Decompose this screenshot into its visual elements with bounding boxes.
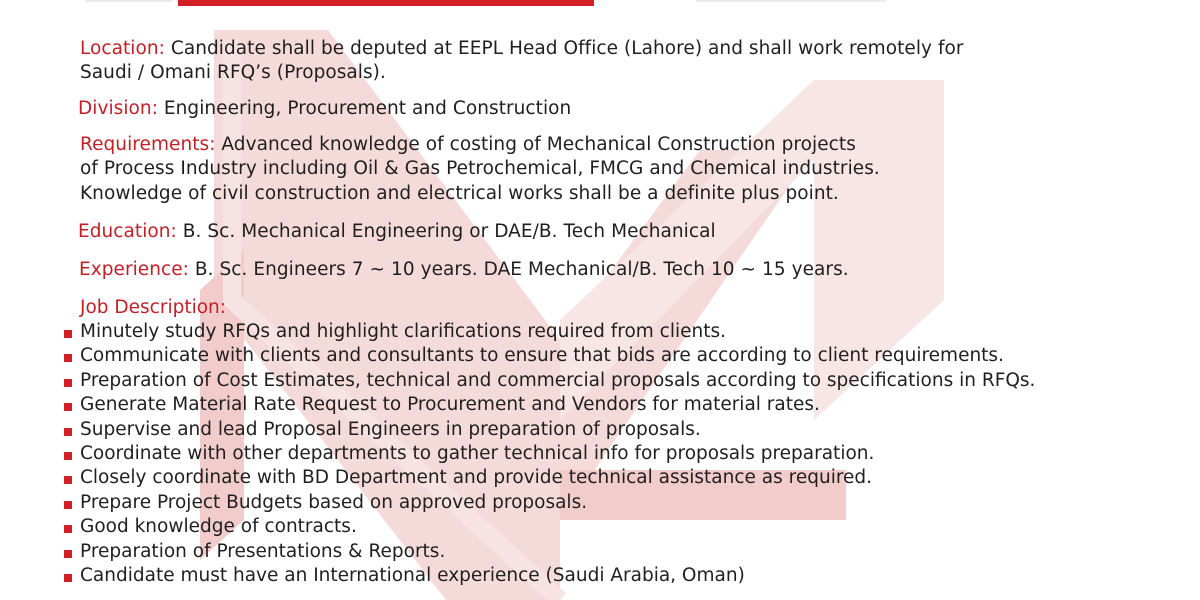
- requirements-line-2: of Process Industry including Oil & Gas Petrochemical, FMCG and Chemical industries.: [80, 158, 880, 179]
- requirements-line-1: Advanced knowledge of costing of Mechanical Construction projects: [215, 134, 856, 155]
- division-field: [78, 97, 571, 121]
- job-description-text: Coordinate with other departments to gather technical info for proposals preparation.: [80, 443, 875, 465]
- requirements-line-3: Knowledge of civil construction and electrical works shall be a definite plus point.: [80, 183, 839, 204]
- education-label: Education:: [78, 221, 177, 242]
- experience-field: [79, 258, 849, 282]
- job-description-title: Job Description:: [80, 297, 226, 318]
- job-description-text: Communicate with clients and consultants to ensure that bids are according to client requirements.: [80, 345, 1004, 367]
- job-description-text: Generate Material Rate Request to Procurement and Vendors for material rates.: [80, 394, 820, 416]
- job-description-item: [0, 418, 1120, 442]
- top-faint-text-right: [696, 0, 886, 2]
- job-description-item: [0, 442, 1120, 466]
- education-field: [78, 220, 716, 244]
- square-bullet-icon: [64, 550, 72, 558]
- location-label: Location:: [80, 38, 165, 59]
- square-bullet-icon: [64, 330, 72, 338]
- square-bullet-icon: [64, 525, 72, 533]
- job-description-text: Preparation of Cost Estimates, technical and commercial proposals according to specifications in RFQs.: [80, 369, 1036, 391]
- job-description-text: Closely coordinate with BD Department and provide technical assistance as required.: [80, 467, 873, 489]
- job-description-text: Supervise and lead Proposal Engineers in preparation of proposals.: [80, 418, 701, 440]
- education-value: B. Sc. Mechanical Engineering or DAE/B. Tech Mechanical: [176, 221, 716, 242]
- job-description-item: [0, 515, 1120, 539]
- experience-label: Experience:: [79, 259, 189, 280]
- location-line-2: Saudi / Omani RFQ’s (Proposals).: [80, 62, 386, 83]
- job-description-list: [0, 320, 1200, 588]
- location-field: [80, 37, 964, 61]
- job-description-item: [0, 564, 1120, 588]
- job-description-item: [0, 491, 1120, 515]
- job-description-item: [0, 540, 1120, 564]
- job-description-item: [0, 344, 1120, 368]
- top-title-banner: [178, 0, 594, 6]
- job-description-text: Good knowledge of contracts.: [80, 516, 357, 538]
- requirements-line-2-row: [80, 157, 880, 181]
- requirements-label: Requirements:: [80, 134, 216, 155]
- square-bullet-icon: [64, 428, 72, 436]
- location-line-2-row: [80, 61, 386, 85]
- location-line-1: Candidate shall be deputed at EEPL Head Office (Lahore) and shall work remotely for: [164, 38, 964, 59]
- square-bullet-icon: [64, 476, 72, 484]
- experience-value: B. Sc. Engineers 7 ~ 10 years. DAE Mechanical/B. Tech 10 ~ 15 years.: [188, 259, 849, 280]
- job-description-item: [0, 393, 1120, 417]
- square-bullet-icon: [64, 403, 72, 411]
- square-bullet-icon: [64, 354, 72, 362]
- job-description-text: Minutely study RFQs and highlight clarifications required from clients.: [80, 321, 726, 342]
- job-description-text: Preparation of Presentations & Reports.: [80, 540, 446, 562]
- job-description-text: Candidate must have an International experience (Saudi Arabia, Oman): [80, 565, 745, 587]
- job-description-text: Prepare Project Budgets based on approved proposals.: [80, 491, 588, 513]
- job-description-item: [0, 466, 1120, 490]
- requirements-line-3-row: [80, 182, 839, 206]
- division-label: Division:: [78, 98, 158, 119]
- square-bullet-icon: [64, 574, 72, 582]
- top-faint-text-left: [86, 0, 172, 2]
- job-description-item: [0, 369, 1120, 393]
- square-bullet-icon: [64, 452, 72, 460]
- job-description-item: [0, 320, 1120, 344]
- division-value: Engineering, Procurement and Construction: [157, 98, 572, 119]
- requirements-field: [80, 133, 856, 157]
- square-bullet-icon: [64, 379, 72, 387]
- square-bullet-icon: [64, 501, 72, 509]
